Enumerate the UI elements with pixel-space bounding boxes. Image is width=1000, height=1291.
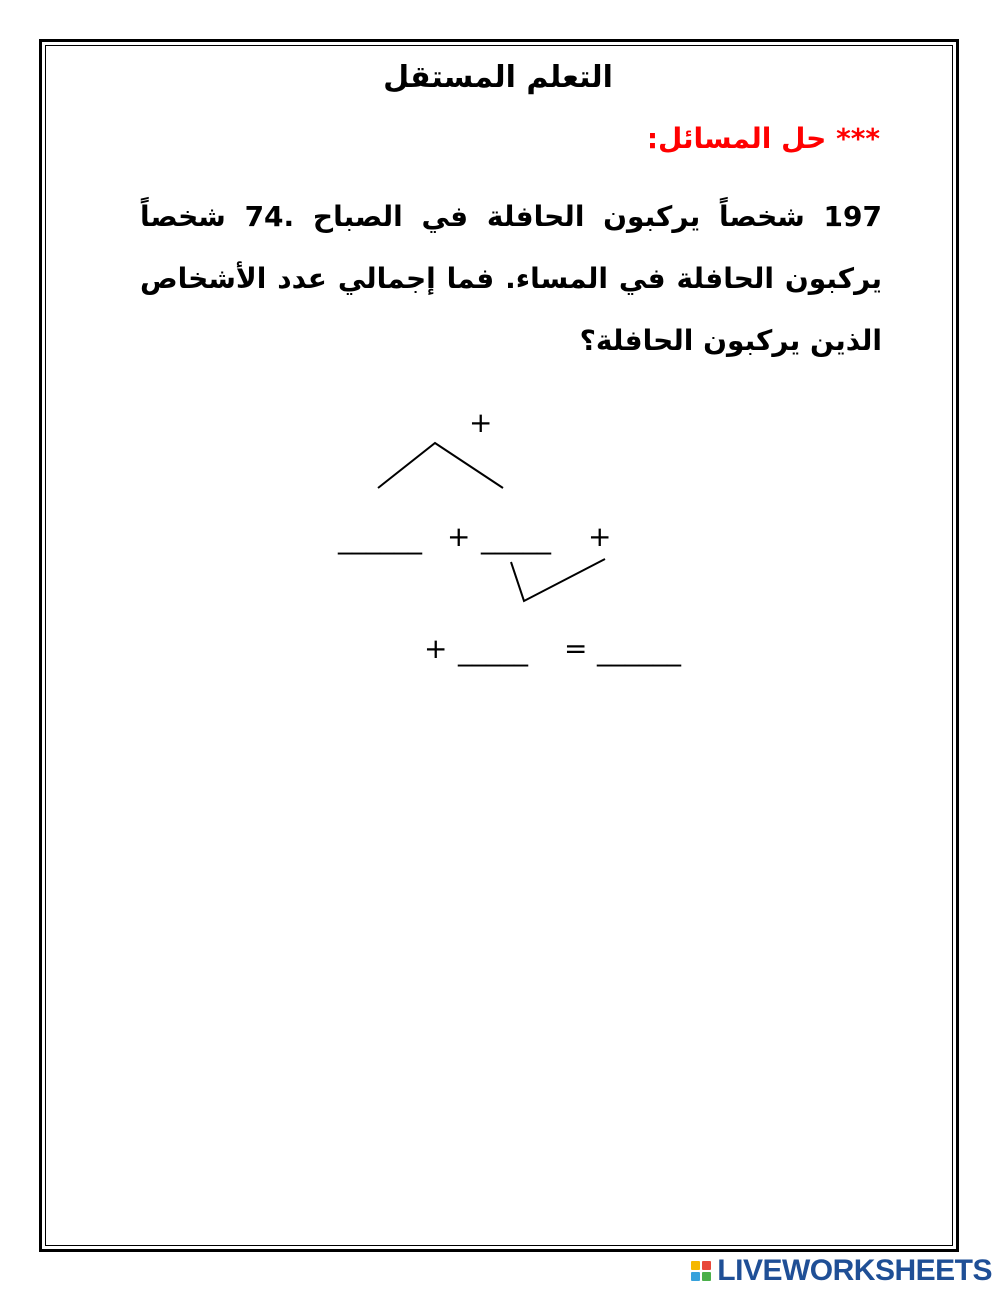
worksheet-title — [0, 60, 1000, 95]
logo-brand-text: LIVEWORKSHEETS — [717, 1254, 992, 1287]
plus-sign-bottom: + — [424, 632, 448, 665]
blank-answer-total: ______ — [597, 634, 681, 667]
blank-answer-addend: _____ — [458, 634, 528, 667]
plus-sign-middle: + — [447, 520, 471, 553]
worksheet-title-text: التعلم المستقل — [383, 60, 613, 95]
problem-line: الذين يركبون الحافلة؟ — [579, 324, 882, 357]
blank-answer-left: ______ — [338, 522, 422, 555]
plus-sign-right: + — [588, 520, 612, 553]
top-plus-sign: + — [469, 406, 493, 439]
logo-blocks-icon — [691, 1261, 711, 1281]
problem-line: يركبون الحافلة في المساء. فما إجمالي عدد الأشخاص — [140, 262, 882, 295]
liveworksheets-logo — [691, 1254, 992, 1288]
blank-answer-middle: _____ — [481, 522, 551, 555]
problem-text — [140, 186, 882, 372]
section-heading: *** حل المسائل: — [646, 122, 880, 155]
problem-line: 197 شخصاً يركبون الحافلة في الصباح .74 شخصاً — [140, 200, 882, 233]
equals-sign: = — [564, 632, 588, 665]
